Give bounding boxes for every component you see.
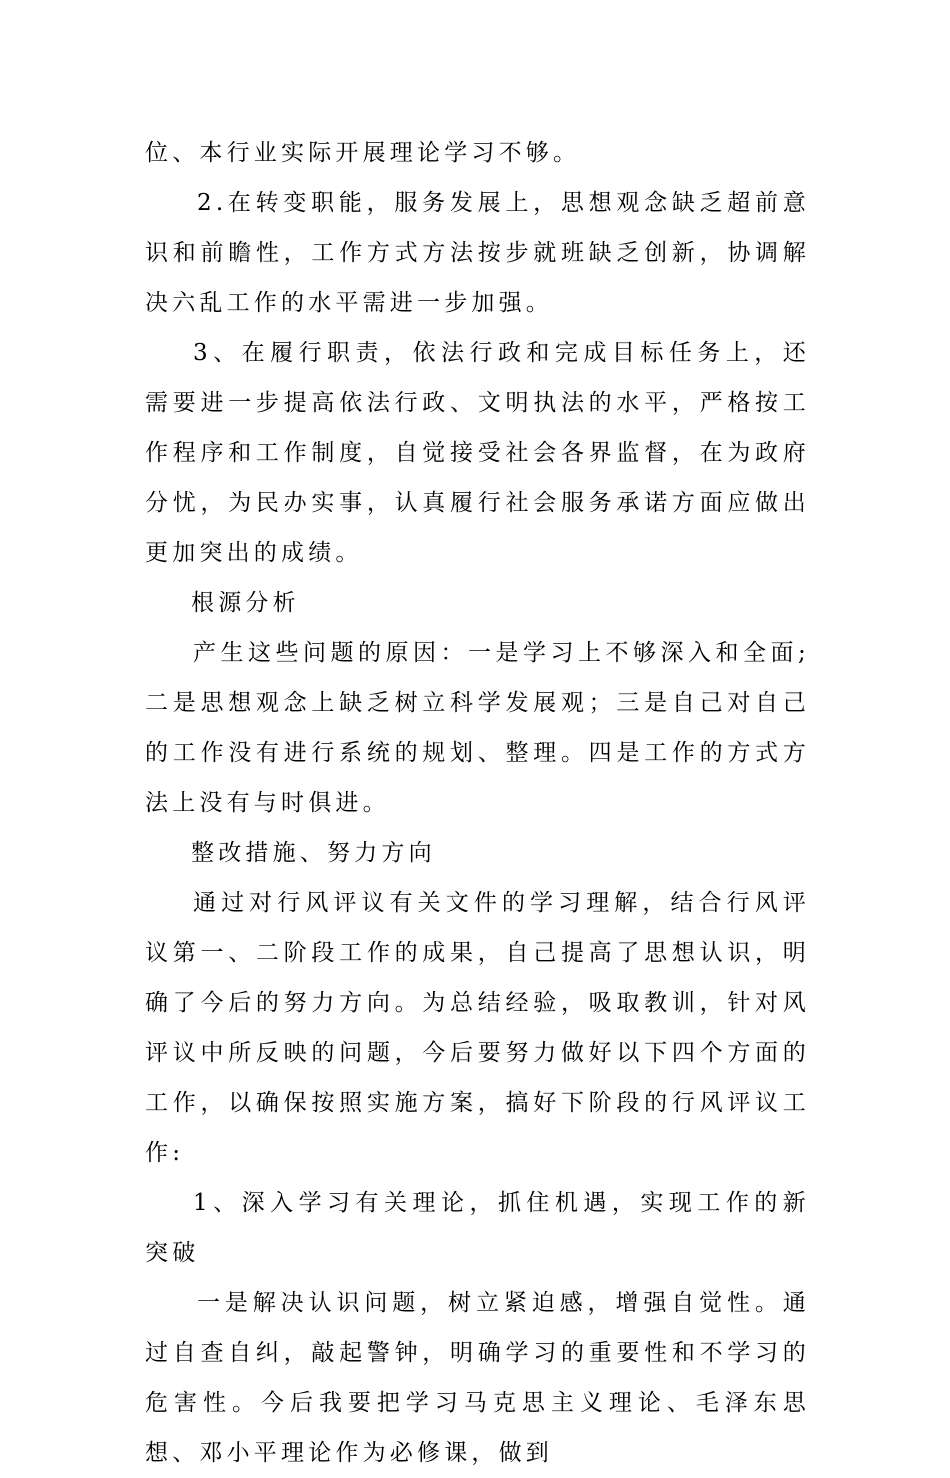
subheading-item-1: 1、深入学习有关理论，抓住机遇，实现工作的新突破 [145,1190,810,1266]
section-heading-measures: 整改措施、努力方向 [191,840,436,866]
paragraph-item-3: 3、在履行职责，依法行政和完成目标任务上，还需要进一步提高依法行政、文明执法的水平，严格按工作程序和工作制度，自觉接受社会各界监督，在为政府分忧，为民办实事，认真履行社会服务承诺方面应做出更加突出的成绩。 [145,340,810,566]
document-body [145,128,810,1478]
paragraph-causes: 产生这些问题的原因：一是学习上不够深入和全面;二是思想观念上缺乏树立科学发展观；三是自己对自己的工作没有进行系统的规划、整理。四是工作的方式方法上没有与时俱进。 [145,640,810,816]
paragraph-item-2: 2.在转变职能，服务发展上，思想观念缺乏超前意识和前瞻性，工作方式方法按步就班缺乏创新，协调解决六乱工作的水平需进一步加强。 [145,190,810,316]
paragraph-continuation: 位、本行业实际开展理论学习不够。 [145,140,581,166]
paragraph-item-1-detail: 一是解决认识问题，树立紧迫感，增强自觉性。通过自查自纠，敲起警钟，明确学习的重要性和不学习的危害性。今后我要把学习马克思主义理论、毛泽东思想、邓小平理论作为必修课，做到 [145,1290,810,1466]
paragraph-measures-intro: 通过对行风评议有关文件的学习理解，结合行风评议第一、二阶段工作的成果，自己提高了思想认识，明确了今后的努力方向。为总结经验，吸取教训，针对风评议中所反映的问题，今后要努力做好以下四个方面的工作，以确保按照实施方案，搞好下阶段的行风评议工作: [145,890,810,1166]
section-heading-root-cause: 根源分析 [191,590,300,616]
